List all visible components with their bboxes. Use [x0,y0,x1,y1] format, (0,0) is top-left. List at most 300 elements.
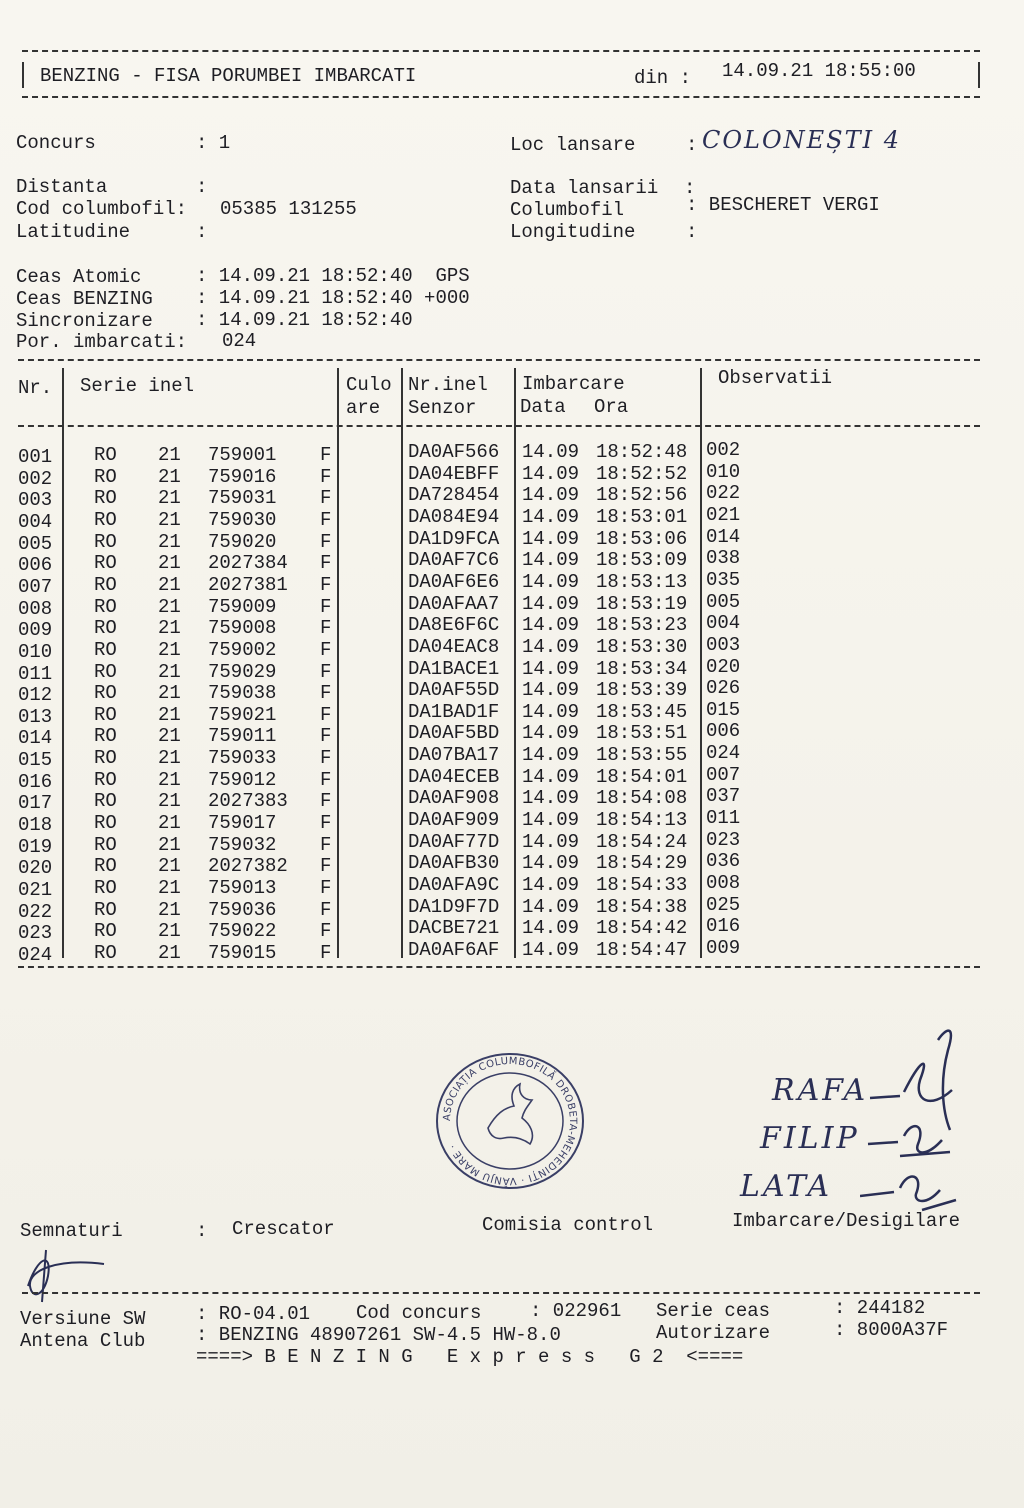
col-header-are: are [346,397,381,419]
row-date: 14.09 [522,462,580,485]
row-observatii: 016 [706,915,741,938]
row-number: 007 [18,575,53,598]
row-country: RO [94,595,117,618]
row-date: 14.09 [522,592,580,615]
ceas-benzing-label: Ceas BENZING [16,288,153,310]
row-time: 18:54:29 [596,852,688,875]
row-sex: F [320,768,332,791]
row-ring-number: 759008 [208,617,277,640]
row-date: 14.09 [522,938,580,961]
row-sensor: DA1BAD1F [408,700,500,723]
row-ring-number: 759009 [208,595,277,618]
row-observatii: 007 [706,763,741,786]
row-sensor: DA0AF5BD [408,722,500,745]
row-number: 020 [18,857,53,880]
distanta-value: : [196,176,208,198]
row-date: 14.09 [522,744,580,767]
row-date: 14.09 [522,527,580,550]
row-ring-number: 759001 [208,444,277,466]
row-number: 024 [18,943,53,966]
row-ring-number: 2027383 [208,790,288,813]
row-number: 008 [18,597,53,620]
row-observatii: 022 [706,482,741,505]
row-sex: F [320,660,332,683]
document-title: BENZING - FISA PORUMBEI IMBARCATI [40,65,417,87]
row-ring-number: 759002 [208,638,277,661]
table-row [0,633,1024,663]
header-din-label: din : [634,67,692,89]
row-observatii: 036 [706,850,741,873]
row-date: 14.09 [522,809,580,832]
row-country: RO [94,790,117,813]
cod-concurs-label: Cod concurs [356,1302,482,1324]
row-sex: F [320,855,332,878]
row-sex: F [320,552,332,575]
col-header-data: Data [520,396,566,418]
row-number: 019 [18,835,53,858]
row-date: 14.09 [522,852,580,875]
imbarcare-desigilare-label: Imbarcare/Desigilare [732,1210,961,1232]
row-sex: F [320,941,332,964]
row-observatii: 035 [706,568,741,591]
table-row [0,590,1024,620]
row-sex: F [320,465,332,488]
distanta-label: Distanta [16,176,108,198]
row-ring-number: 2027381 [208,573,288,596]
row-sensor: DA0AF909 [408,809,500,832]
table-row [0,720,1024,750]
row-number: 002 [18,467,53,490]
row-sex: F [320,595,332,618]
row-time: 18:53:01 [596,505,688,528]
row-sex: F [320,725,332,748]
semnaturi-colon: : [196,1220,208,1242]
row-year: 21 [158,638,181,661]
row-year: 21 [158,444,181,466]
row-country: RO [94,638,117,661]
row-ring-number: 759031 [208,487,277,510]
row-year: 21 [158,747,181,770]
row-time: 18:54:33 [596,874,688,896]
row-date: 14.09 [522,549,580,572]
ceas-benzing-value: : 14.09.21 18:52:40 +000 [196,287,470,309]
row-date: 14.09 [522,505,580,528]
row-date: 14.09 [522,765,580,788]
data-lansarii-label: Data lansarii [510,177,659,199]
row-sensor: DA0AF908 [408,787,500,810]
row-ring-number: 759020 [208,530,277,553]
row-year: 21 [158,487,181,510]
row-date: 14.09 [522,787,580,810]
table-bottom-rule [18,966,980,968]
row-observatii: 037 [706,785,741,808]
cod-concurs-value: : 022961 [530,1300,622,1322]
row-number: 013 [18,705,53,728]
row-sensor: DA0AFA9C [408,874,500,896]
row-number: 012 [18,684,53,707]
footer-rule [22,1292,980,1294]
autorizare-label: Autorizare [656,1322,771,1344]
row-sensor: DA8E6F6C [408,614,500,637]
row-observatii: 006 [706,720,741,743]
row-time: 18:53:19 [596,592,688,615]
row-year: 21 [158,941,181,964]
antena-club-value: : BENZING 48907261 SW-4.5 HW-8.0 [196,1324,561,1346]
row-country: RO [94,444,117,466]
header-left-border [22,62,24,88]
crescator-signature [18,1246,118,1306]
row-sex: F [320,920,332,943]
stamp-text: ASOCIAȚIA COLUMBOFILĂ DROBETA-MEHEDINȚI · VÂNJU MARE · [441,1055,579,1187]
row-country: RO [94,617,117,640]
row-year: 21 [158,465,181,488]
row-ring-number: 759036 [208,898,277,921]
columbofil-label: Columbofil [510,199,625,221]
row-country: RO [94,833,117,856]
handwritten-name-lata: LATA [740,1169,832,1204]
row-time: 18:53:23 [596,614,688,637]
row-observatii: 015 [706,698,741,721]
row-date: 14.09 [522,614,580,637]
col-header-imbarcare: Imbarcare [522,373,625,395]
row-country: RO [94,898,117,921]
col-header-ora: Ora [594,396,629,418]
col-header-nr: Nr. [18,377,53,399]
handwritten-signatures [860,1020,1000,1220]
row-ring-number: 759032 [208,833,277,856]
row-country: RO [94,877,117,899]
semnaturi-label: Semnaturi [20,1220,123,1242]
ceas-atomic-value: : 14.09.21 18:52:40 GPS [196,265,470,287]
row-number: 009 [18,619,53,642]
serie-ceas-value: : 244182 [834,1297,926,1319]
loc-lansare-label: Loc lansare [510,134,636,156]
row-ring-number: 759021 [208,703,277,726]
col-header-nrinel: Nr.inel [408,374,488,396]
row-sex: F [320,877,332,899]
row-time: 18:53:55 [596,744,688,767]
row-ring-number: 759029 [208,660,277,683]
row-number: 017 [18,792,53,815]
comisia-control-label: Comisia control [482,1214,654,1236]
loc-lansare-handwritten: COLONEȘTI 4 [702,126,901,154]
header-top-rule [22,50,980,52]
row-date: 14.09 [522,441,580,463]
ceas-atomic-label: Ceas Atomic [16,266,142,288]
longitudine-value: : [686,221,698,243]
latitudine-label: Latitudine [16,221,131,243]
row-sensor: DA07BA17 [408,744,500,767]
serie-ceas-label: Serie ceas [656,1300,771,1322]
antena-club-label: Antena Club [20,1330,146,1352]
row-sensor: DA0AF566 [408,441,500,463]
row-country: RO [94,682,117,705]
concurs-value: : 1 [196,132,231,154]
row-observatii: 023 [706,828,741,851]
row-observatii: 008 [706,872,741,894]
autorizare-value: : 8000A37F [834,1319,949,1341]
row-sensor: DA0AFB30 [408,852,500,875]
row-year: 21 [158,573,181,596]
table-row [0,525,1024,555]
row-number: 018 [18,814,53,837]
row-observatii: 025 [706,893,741,916]
dove-icon [488,1084,532,1144]
table-row [0,807,1024,837]
table-header-rule [18,425,980,427]
concurs-label: Concurs [16,132,96,154]
row-observatii: 026 [706,677,741,700]
row-year: 21 [158,595,181,618]
columbofil-value: : BESCHERET VERGI [686,194,880,216]
row-observatii: 009 [706,936,741,959]
table-row [0,936,1024,966]
row-sex: F [320,790,332,813]
row-year: 21 [158,855,181,878]
row-number: 021 [18,879,53,901]
header-bottom-rule [22,96,980,98]
row-observatii: 002 [706,439,741,461]
row-number: 015 [18,749,53,772]
row-date: 14.09 [522,657,580,680]
row-number: 023 [18,922,53,945]
col-header-senzor: Senzor [408,397,477,419]
row-sensor: DA0AF7C6 [408,549,500,572]
table-row [0,698,1024,728]
row-ring-number: 759030 [208,508,277,531]
row-ring-number: 759016 [208,465,277,488]
row-year: 21 [158,703,181,726]
cod-columbofil-label: Cod columbofil: [16,198,188,220]
row-sex: F [320,898,332,921]
row-time: 18:54:13 [596,809,688,832]
row-time: 18:54:47 [596,938,688,961]
row-sex: F [320,682,332,705]
row-date: 14.09 [522,722,580,745]
table-top-rule [18,359,980,361]
row-time: 18:53:45 [596,700,688,723]
row-date: 14.09 [522,830,580,853]
table-row [0,568,1024,598]
por-imbarcati-value: 024 [222,330,257,352]
row-time: 18:52:48 [596,441,688,463]
row-time: 18:52:56 [596,484,688,507]
table-row [0,828,1024,858]
table-row [0,893,1024,923]
row-time: 18:54:38 [596,895,688,918]
row-observatii: 003 [706,633,741,656]
cod-columbofil-value: 05385 131255 [220,198,357,220]
row-year: 21 [158,898,181,921]
row-sex: F [320,508,332,531]
por-imbarcati-label: Por. imbarcati: [16,331,188,353]
table-row [0,677,1024,707]
table-row [0,872,1024,901]
association-stamp [430,1048,590,1194]
row-sensor: DA0AF6E6 [408,570,500,593]
row-year: 21 [158,768,181,791]
table-row [0,503,1024,533]
row-observatii: 021 [706,503,741,526]
row-observatii: 011 [706,807,741,830]
row-year: 21 [158,682,181,705]
row-year: 21 [158,877,181,899]
row-sex: F [320,747,332,770]
data-lansarii-value: : [684,177,696,199]
row-country: RO [94,508,117,531]
row-year: 21 [158,660,181,683]
row-country: RO [94,487,117,510]
header-timestamp: 14.09.21 18:55:00 [722,60,916,82]
row-sensor: DA0AF55D [408,679,500,702]
row-number: 003 [18,489,53,512]
row-sensor: DA1D9F7D [408,895,500,918]
table-row [0,460,1024,490]
row-sex: F [320,703,332,726]
longitudine-label: Longitudine [510,221,636,243]
row-number: 005 [18,532,53,555]
row-year: 21 [158,725,181,748]
row-time: 18:53:34 [596,657,688,680]
row-date: 14.09 [522,484,580,507]
row-observatii: 038 [706,547,741,570]
row-year: 21 [158,790,181,813]
row-sensor: DA1D9FCA [408,527,500,550]
row-ring-number: 759012 [208,768,277,791]
row-year: 21 [158,508,181,531]
row-sensor: DA04ECEB [408,765,500,788]
row-sex: F [320,617,332,640]
row-sensor: DACBE721 [408,917,500,940]
row-year: 21 [158,833,181,856]
row-country: RO [94,465,117,488]
row-year: 21 [158,812,181,835]
col-header-culo: Culo [346,374,392,396]
row-number: 010 [18,640,53,663]
crescator-label: Crescator [232,1218,335,1240]
row-ring-number: 759022 [208,920,277,943]
row-country: RO [94,768,117,791]
row-year: 21 [158,552,181,575]
row-time: 18:54:24 [596,830,688,853]
latitudine-value: : [196,221,208,243]
row-country: RO [94,941,117,964]
row-ring-number: 759038 [208,682,277,705]
row-year: 21 [158,920,181,943]
row-year: 21 [158,530,181,553]
row-country: RO [94,855,117,878]
row-sensor: DA084E94 [408,505,500,528]
row-sensor: DA0AFAA7 [408,592,500,615]
row-number: 022 [18,900,53,923]
row-sex: F [320,638,332,661]
handwritten-name-rafa: RAFA [772,1073,869,1108]
row-observatii: 005 [706,590,741,613]
row-country: RO [94,725,117,748]
row-number: 001 [18,446,53,468]
row-observatii: 020 [706,655,741,678]
row-time: 18:53:09 [596,549,688,572]
table-row [0,482,1024,512]
row-ring-number: 2027384 [208,552,288,575]
row-date: 14.09 [522,895,580,918]
row-date: 14.09 [522,917,580,940]
row-country: RO [94,552,117,575]
row-sex: F [320,833,332,856]
row-sensor: DA0AF6AF [408,938,500,961]
loc-lansare-colon: : [686,134,698,156]
handwritten-name-filip: FILIP [760,1121,860,1156]
row-country: RO [94,703,117,726]
row-time: 18:53:39 [596,679,688,702]
versiune-sw-label: Versiune SW [20,1308,146,1330]
row-country: RO [94,530,117,553]
row-time: 18:54:08 [596,787,688,810]
row-sensor: DA04EBFF [408,462,500,485]
row-ring-number: 759013 [208,877,277,899]
sincronizare-value: : 14.09.21 18:52:40 [196,309,413,331]
row-time: 18:52:52 [596,462,688,485]
table-row [0,655,1024,685]
header-right-border [978,62,980,88]
table-row [0,612,1024,642]
row-time: 18:54:42 [596,917,688,940]
row-time: 18:53:13 [596,570,688,593]
row-number: 014 [18,727,53,750]
row-number: 004 [18,510,53,533]
row-date: 14.09 [522,570,580,593]
col-header-serie: Serie inel [80,375,195,397]
table-row [0,915,1024,945]
row-sensor: DA728454 [408,484,500,507]
row-country: RO [94,660,117,683]
row-country: RO [94,812,117,835]
row-time: 18:53:51 [596,722,688,745]
row-sex: F [320,487,332,510]
table-row [0,439,1024,468]
table-row [0,785,1024,815]
table-row [0,763,1024,793]
table-row [0,547,1024,577]
row-sex: F [320,812,332,835]
row-year: 21 [158,617,181,640]
row-date: 14.09 [522,679,580,702]
row-observatii: 004 [706,612,741,635]
benzing-express-banner: ====> B E N Z I N G E x p r e s s G 2 <==== [196,1346,744,1368]
row-observatii: 014 [706,525,741,548]
row-sex: F [320,444,332,466]
row-sex: F [320,530,332,553]
row-ring-number: 759033 [208,747,277,770]
row-date: 14.09 [522,635,580,658]
table-row [0,850,1024,880]
row-sex: F [320,573,332,596]
row-time: 18:53:30 [596,635,688,658]
row-sensor: DA04EAC8 [408,635,500,658]
sincronizare-label: Sincronizare [16,310,153,332]
row-time: 18:54:01 [596,765,688,788]
row-country: RO [94,747,117,770]
row-sensor: DA1BACE1 [408,657,500,680]
row-sensor: DA0AF77D [408,830,500,853]
table-row [0,742,1024,772]
row-time: 18:53:06 [596,527,688,550]
versiune-sw-value: : RO-04.01 [196,1303,311,1325]
col-header-observatii: Observatii [718,367,833,389]
row-date: 14.09 [522,874,580,896]
row-ring-number: 759011 [208,725,277,748]
row-ring-number: 2027382 [208,855,288,878]
